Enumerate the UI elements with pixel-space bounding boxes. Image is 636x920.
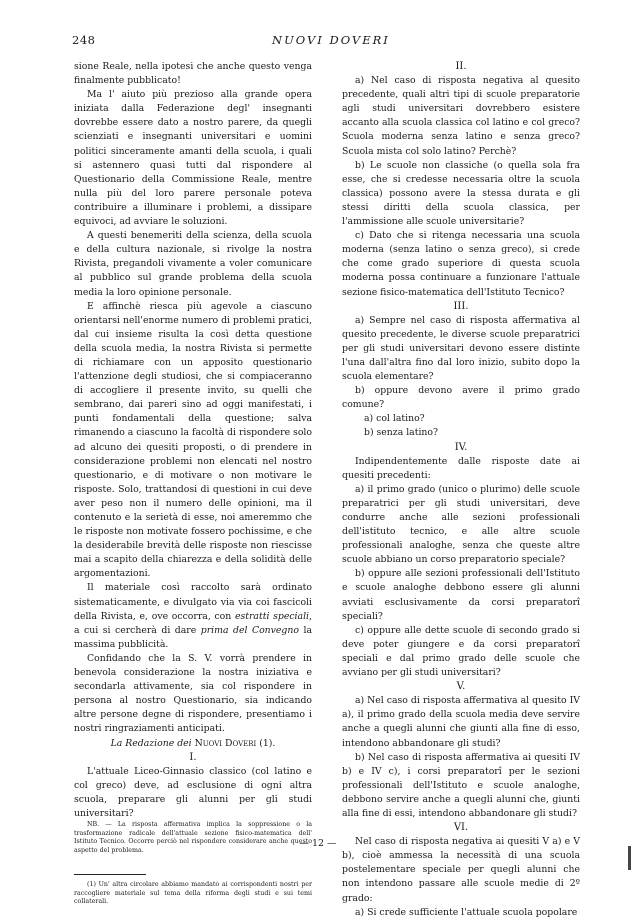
paragraph: A questi benemeriti della scienza, della scuola e della cultura nazionale, si rivolge la nostra Rivista, pregandoli vivamente a voler comunicare al pubblico sul grande problema della scuola media la loro opinione personale. <box>74 230 312 298</box>
question: b) Nel caso di risposta affermativa ai quesiti IV b) e IV c), i corsi preparatorî per le sezioni professionali dell'Istituto e scuole analoghe, debbono servire anche a quegli alunni che, giunti alla fine di essi, intendono abbandonare gli studi? <box>342 751 580 819</box>
question: L'attuale Liceo-Ginnasio classico (col latino e col greco) deve, ad esclusione di ogni altra scuola, preparare gli alunni per gli studi universitari? <box>74 765 312 819</box>
question: b) oppure devono avere il primo grado comune? <box>342 385 580 411</box>
sub-option: b) senza latino? <box>364 427 438 439</box>
footnote-rule <box>74 874 146 875</box>
page-header <box>72 33 572 49</box>
page-number: 248 <box>72 33 96 47</box>
question: c) oppure alle dette scuole di secondo grado si deve poter giungere e da corsi preparatorî speciali e dal primo grado delle scuole che avviano per gli studi universitari? <box>342 624 580 679</box>
paragraph: Indipendentemente dalle risposte date ai quesiti precedenti: <box>342 455 580 481</box>
page-footer: — 12 — <box>299 838 337 849</box>
question: b) Le scuole non classiche (o quella sola fra esse, che si credesse necessaria oltre la scuola classica) possono avere la stessa durata e gli stessi diritti della scuola classica, per l'ammissione alle scuole universitarie? <box>342 159 580 228</box>
question: c) Dato che si ritenga necessaria una scuola moderna (senza latino o senza greco), si crede che come grado superiore di questa scuola moderna possa continuare a funzionare l'attuale sezione fisico-matematica dell'Istituto Tecnico? <box>342 230 580 298</box>
section-heading: V. <box>456 681 466 693</box>
footnote: (1) Un' altra circolare abbiamo mandato ai corrispondenti nostri per raccogliere materiale sul tema della riforma degli studi e sui temi collaterali. <box>74 880 312 906</box>
italic-text: prima del Convegno <box>200 624 299 636</box>
paragraph: Ma l' aiuto più prezioso alla grande opera iniziata dalla Federazione degl' insegnanti dovrebbe essere dato a nostro parere, da quegli scienziati e insegnanti universitari e uomini politici sinceramente amanti della scuola, i quali si astennero quasi tutti dal rispondere al Questionario della Commissione Reale, mentre nulla più del loro parere personale poteva contribuire a illuminare i problemi, a dissipare equivoci, ad avviare le soluzioni. <box>74 89 312 228</box>
paragraph: Confidando che la S. V. vorrà prendere in benevola considerazione la nostra iniziativa e secondarla attivamente, sia col rispondere in persona al nostro Questionario, sia indicando altre persone degne di rispondere, presentiamo i nostri ringraziamenti anticipati. <box>74 652 312 735</box>
signature: La Redazione dei Nuovi Doveri (1). <box>110 737 276 749</box>
section-heading: III. <box>453 300 469 312</box>
question: a) Nel caso di risposta affermativa al quesito IV a), il primo grado della scuola media deve servire anche a quegli alunni che giunti alla fine di esso, intendono abbandonare gli studi? <box>342 695 580 749</box>
running-title: NUOVI DOVERI <box>272 33 390 47</box>
section-heading: IV. <box>454 441 468 453</box>
right-column <box>342 60 580 920</box>
paragraph: sione Reale, nella ipotesi che anche questo venga finalmente pubblicato! <box>74 61 312 87</box>
sub-option: a) col latino? <box>364 413 425 425</box>
question: a) Sempre nel caso di risposta affermativa al quesito precedente, le diverse scuole preparatrici per gli studi universitari devono essere distinte l'una dall'altra fino dal loro inizio, subito dopo la scuola elementare? <box>342 314 580 383</box>
nota-bene: NB. — La risposta affermativa implica la soppressione o la trasformazione radicale dell'attuale sezione fisico-matematica dell' Istituto Tecnico. Occorre perciò nel rispondere considerare anche questo aspetto del problema. <box>74 821 312 855</box>
question: a) il primo grado (unico o plurimo) delle scuole preparatrici per gli studi universitari, deve condurre anche alle sezioni professionali dell'istituto tecnico, e alle altre scuole professionali analoghe, senza che queste altre scuole abbiano un corso preparatorio speciale? <box>342 483 580 566</box>
question: Nel caso di risposta negativa ai quesiti V a) e V b), cioè ammessa la necessità di una scuola postelementare speciale per quegli alunni che non intendono passare alle scuole medie di 2º grado: <box>342 836 580 904</box>
left-column <box>74 60 312 907</box>
paragraph: Il materiale così raccolto sarà ordinato sistematicamente, e divulgato via via coi fascicoli della Rivista, e, ove occorra, con estratti speciali, a cui si cercherà di dare prima del Convegno la massima pubblicità. <box>74 582 312 650</box>
italic-text: estratti speciali <box>234 610 310 622</box>
question: a) Nel caso di risposta negativa al quesito precedente, quali altri tipi di scuole preparatorie agli studi universitari dovrebbero esistere accanto alla scuola classica col latino e col greco? Scuola moderna senza latino e senza greco? Scuola mista col solo latino? Perchè? <box>342 75 580 157</box>
section-heading: II. <box>455 61 467 72</box>
edge-mark <box>628 846 631 870</box>
question: a) Si crede sufficiente l'attuale scuola popolare <box>355 906 578 918</box>
paragraph: E affinchè riesca più agevole a ciascuno orientarsi nell'enorme numero di problemi pratici, dal cui insieme risulta la così detta questione della scuola media, la nostra Rivista si permette di richiamare con un apposito questionario l'attenzione degli studiosi, che si compiaceranno di accogliere il presente invito, su quelli che sembrano, dai pareri sino ad oggi manifestati, i punti fondamentali della questione; salva rimanendo a ciascuno la facoltà di rispondere solo ad alcuno dei quesiti proposti, o di prendere in considerazione problemi non elencati nel nostro questionario, e di motivare o non motivare le risposte. Solo, trattandosi di questioni in cui deve aver peso non il numero delle opinioni, ma il contenuto e la serietà di esse, noi ameremmo che le risposte non motivate fossero pochissime, e che la desiderabile brevità delle risposte non riescisse mai a scapito della chiarezza e della solidità delle argomentazioni. <box>74 300 312 580</box>
section-heading: I. <box>189 751 197 763</box>
question: b) oppure alle sezioni professionali dell'Istituto e scuole analoghe debbono essere gli alunni avviati esclusivamente da corsi preparatorî speciali? <box>342 568 580 622</box>
section-heading: VI. <box>453 822 469 834</box>
